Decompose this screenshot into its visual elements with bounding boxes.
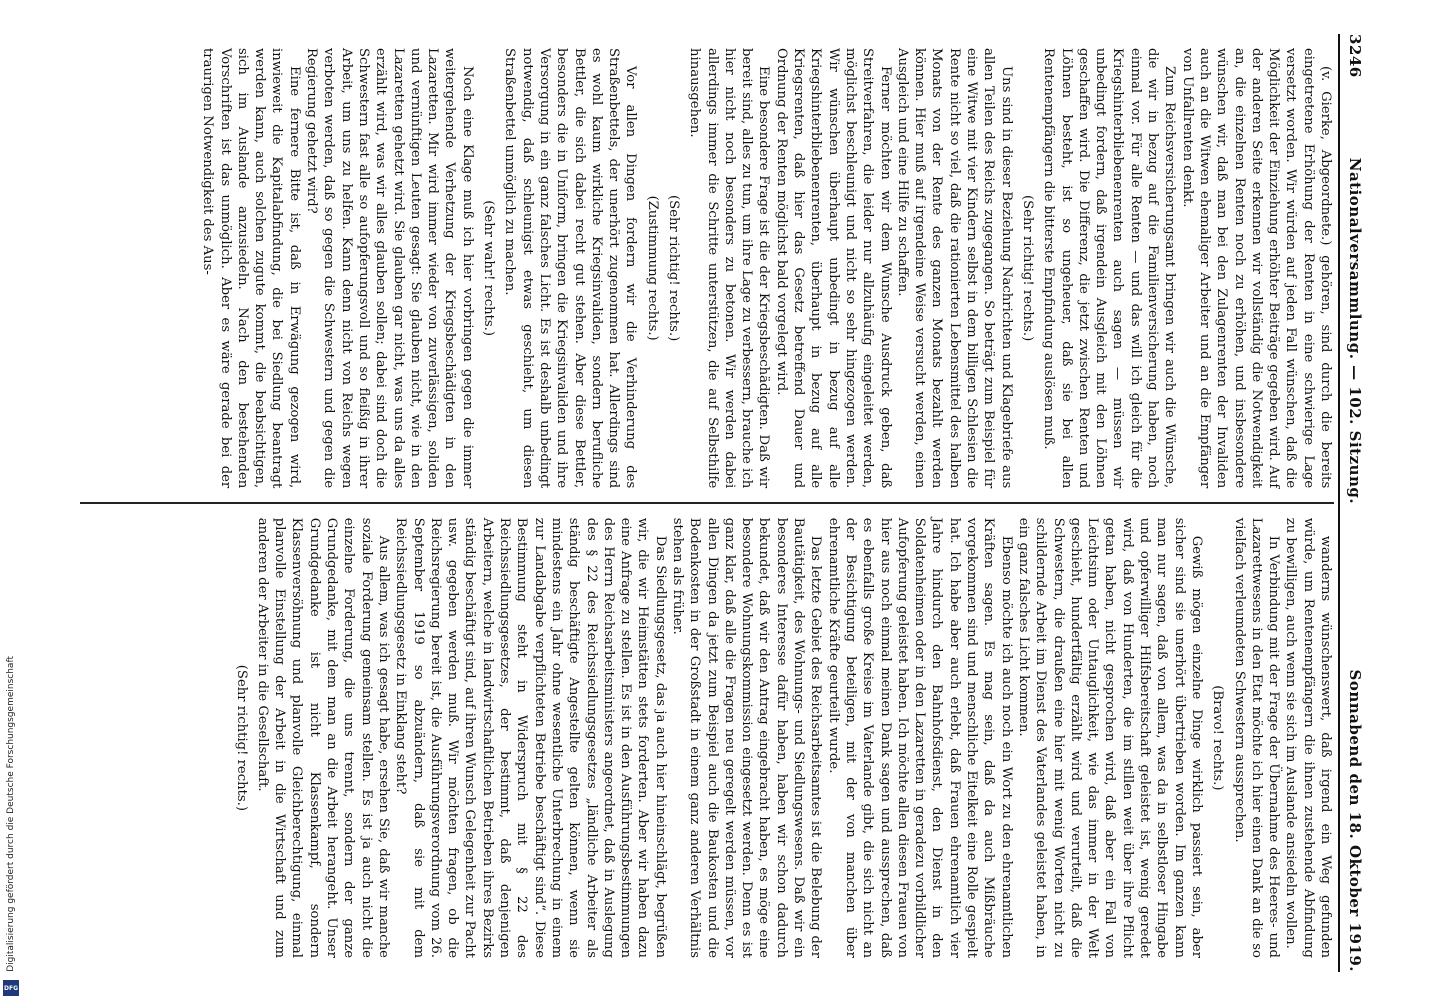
left-column (80, 34, 1334, 502)
paragraph: wanderns wünschenswert, daß irgend ein Weg gefunden würde, um Rentenempfängern die ihnen zustehende Abfindung zu bewilligen, auch wenn sie sich im Auslande ansiedeln wollen. (1283, 517, 1333, 958)
paragraph: (Zustimmung rechts.) (644, 195, 660, 341)
session-date: Sonnabend den 18. Oktober 1919. (1346, 669, 1364, 972)
dfg-logo: DFG (3, 980, 19, 996)
session-title: Nationalversammlung. — 102. Sitzung. (1346, 157, 1364, 505)
digitization-credit: Digitalisierung gefördert durch die Deutsche Forschungsgemeinschaft (6, 656, 16, 972)
document-page (66, 0, 1384, 1000)
paragraph: Noch eine Klage muß ich hier vorbringen gegen die immer weitergehende Verhetzung der Kriegsbeschädigten in den Lazaretten. Mir wird immer wieder von zuverlässigen, soliden und vernünftigen Leuten gesagt: Sie glauben nicht, wie in den Lazaretten gehetzt wird. Sie glauben gar nicht, was uns da alles erzählt wird, was wir alles glauben sollen; dabei sind doch die Schwestern fast alle so aufopferungsvoll und so fleißig in ihrer Arbeit, um uns zu helfen. Kann denn nicht von Reichs wegen verboten werden, daß so gegen die Schwestern und gegen die Regierung gehetzt wird? (304, 48, 475, 489)
paragraph: Vor allen Dingen fordern wir die Verhinderung des Straßenbettels, der unerhört zugenommen hat. Allerdings sind es wohl kaum wirkliche Kriegsinvaliden, sondern berufliche Bettler, die sich dabei recht gut stehen. Aber diese Bettler, besonders die in Uniform, bringen die Kriegsinvaliden und ihre Versorgung in ein ganz falsches Licht. Es ist deshalb unbedingt notwendig, daß schleunigst etwas geschieht, um diesen Straßenbettel unmöglich zu machen. (502, 48, 639, 489)
paragraph: In Verbindung mit der Frage der Übernahme des Heeres- und Lazarettwesens in den Etat möchte ich hier einen Dank an die so vielfach verleumdeten Schwestern aussprechen. (1231, 517, 1282, 958)
paragraph: (Sehr wahr! rechts.) (481, 200, 497, 337)
page-header (1338, 34, 1370, 972)
digitization-note (0, 0, 22, 1000)
paragraph: Eine fernere Bitte ist, daß in Erwägung gezogen wird, inwieweit die Kapitalabfindung, die bei Siedlung beantragt werden kann, auch solchen zugute kommt, die beabsichtigen, sich im Auslande anzusiedeln. Nach den bestehenden Vorschriften ist das unmöglich. Aber es wäre gerade bei der traurigen Notwendigkeit des Aus- (200, 48, 302, 489)
paragraph: Zum Reichsversicherungsamt bringen wir auch die Wünsche, die wir in bezug auf die Familienversicherung haben, noch einmal vor. Für alle Renten — und das will ich gleich für die Kriegshinterbliebenenrenten auch sagen — müssen wir unbedingt fordern, daß irgendein Ausgleich mit den Löhnen geschaffen wird. Die Differenz, die jetzt zwischen Renten und Löhnen besteht, ist so ungeheuer, daß sie bei allen Rentenempfängern die bitterste Empfindung auslösen muß. (1041, 48, 1178, 489)
paragraph: (Sehr richtig! rechts.) (1019, 195, 1035, 342)
paragraph: (Sehr richtig! rechts.) (233, 664, 249, 811)
paragraph: Uns sind in dieser Beziehung Nachrichten und Klagebriefe aus allen Teilen des Reichs zugegangen. So beträgt zum Beispiel für eine Witwe mit vier Kindern selbst in dem billigen Schlesien die Rente nicht so viel, daß die rationierten Lebensmittel des halben Monats von der Rente des ganzen Monats bezahlt werden können. Hier muß auf irgendeine Weise versucht werden, einen Ausgleich und eine Hilfe zu schaffen. (894, 48, 1014, 489)
paragraph: Ferner möchten wir dem Wunsche Ausdruck geben, daß Streitverfahren, die leider nur allzuhäufig eingeleitet werden, möglichst beschleunigt und nicht so sehr hingezogen werden. Wir wünschen überhaupt unbedingt in bezug auf alle Kriegshinterbliebenenrenten, überhaupt in bezug auf alle Kriegsrenten, daß hier das Gesetz betreffend Dauer und Ordnung der Renten möglichst bald vorgelegt wird. (773, 48, 893, 489)
text-columns (80, 34, 1334, 972)
right-column (80, 504, 1334, 972)
paragraph: (v. Gierke, Abgeordnete.) gehören, sind durch die bereits eingetretene Erhöhung der Renten in eine schwierige Lage versetzt worden. Wir würden auf jeden Fall wünschen, daß die Möglichkeit der Einziehung erhöhter Beiträge gegeben wird. Auf der anderen Seite erkennen wir vollständig die Notwendigkeit an, die einzelnen Renten noch zu erhöhen, und insbesondere wünschen wir, daß man bei den Zulagenrenten der Invaliden auch an die Witwen ehemaliger Arbeiter und an die Empfänger von Unfallrenten denkt. (1179, 48, 1333, 489)
paragraph: Das letzte Gebiet des Reichsarbeitsamtes ist die Belebung der Bautätigkeit, des Wohnungs- und Siedlungswesens. Daß wir ein besonderes Interesse dafür haben, haben wir schon dadurch bekundet, daß wir den Antrag eingebracht haben, es möge eine besondere Wohnungskommission eingesetzt werden. Denn es ist ganz klar, daß alle die Fragen neu geregelt werden müssen, vor allen Dingen da jetzt zum Beispiel auch die Baukosten und die Bodenkosten in der Großstadt in einem ganz anderen Verhältnis stehen als früher. (670, 517, 824, 958)
paragraph: Eine besondere Frage ist die der Kriegsbeschädigten. Daß wir bereit sind, alles zu tun, um ihre Lage zu verbessern, brauche ich hier nicht noch besonders zu betonen. Wir werden dabei allerdings immer die Schritte unterstützen, die auf Selbsthilfe hinausgehen. (687, 48, 772, 489)
paragraph: Aus allem, was ich gesagt habe, ersehen Sie, daß wir manche soziale Forderung gemeinsam stellen. Es ist ja auch nicht die einzelne Forderung, die uns trennt, sondern der ganze Grundgedanke, mit dem man an die Arbeit herangeht. Unser Grundgedanke ist nicht Klassenkampf, sondern Klassenversöhnung und planvolle Gleichberechtigung, einmal planvolle Einstellung der Arbeit in die Wirtschaft und zum anderen der Arbeiter in die Gesellschaft. (254, 517, 391, 958)
paragraph: Ebenso möchte ich auch noch ein Wort zu den ehrenamtlichen Kräften sagen. Es mag sein, daß da auch Mißbräuche vorgekommen sind und menschliche Eitelkeit eine Rolle gespielt hat. Ich habe aber auch erlebt, daß Frauen ehrenamtlich vier Jahre hindurch den Bahnhofsdienst, den Dienst in den Soldatenheimen oder in den Lazaretten in geradezu vorbildlicher Aufopferung geleistet haben. Ich möchte allen diesen Frauen von hier aus noch einmal meinen Dank sagen und aussprechen, daß es ebenfalls große Kreise im Vaterlande gibt, die sich nicht an der Besichtigung beteiligen, mit der von manchen über ehrenamtliche Kräfte geurteilt wurde. (825, 517, 1014, 958)
paragraph: (Sehr richtig! rechts.) (666, 195, 682, 342)
paragraph: (Bravo! rechts.) (1210, 685, 1226, 791)
paragraph: Gewiß mögen einzelne Dinge wirklich passiert sein, aber sicher sind sie unerhört übertrieben worden. Im ganzen kann man nur sagen, daß von allem, was da in selbstloser Hingabe und opferwilliger Hilfsbereitschaft geleistet ist, wenig geredet wird, daß von Hunderten, die im stillen weit über ihre Pflicht getan haben, nicht gesprochen wird, daß aber ein Fall von Leichtsinn oder Untauglichkeit, wie das immer in der Welt geschieht, hundertfältig erzählt wird und verurteilt, daß die Schwestern, die draußen eine hier mit wenig Worten nicht zu schildernde Arbeit im Dienst des Vaterlandes geleistet haben, in ein ganz falsches Licht kommen. (1015, 517, 1204, 958)
paragraph: Das Siedlungsgesetz, das ja auch hier hineinschlägt, begrüßen wir, die wir Heimstätten stets forderten. Aber wir haben dazu eine Anfrage zu stellen. Es ist in den Ausführungsbestimmungen des Herrn Reichsarbeitsministers angeordnet, daß in Auslegung des § 22 des Reichssiedlungsgesetzes „ländliche Arbeiter als ständig beschäftigte Angestellte gelten können, wenn sie mindestens ein Jahr ohne wesentliche Unterbrechung in einem zur Landabgabe verpflichteten Betriebe beschäftigt sind“. Diese Bestimmung steht in Widerspruch mit § 22 des Reichssiedlungsgesetzes, der bestimmt, daß denjenigen Arbeitern, welche in landwirtschaftlichen Betrieben ihres Bezirks ständig beschäftigt sind, auf ihren Wunsch Gelegenheit zur Pacht usw. gegeben werden muß. Wir möchten fragen, ob die Reichsregierung bereit ist, die Ausführungsverordnung vom 26. September 1919 so abzuändern, daß sie mit dem Reichssiedlungsgesetz in Einklang steht? (393, 517, 668, 958)
page-number: 3246 (1346, 34, 1364, 78)
